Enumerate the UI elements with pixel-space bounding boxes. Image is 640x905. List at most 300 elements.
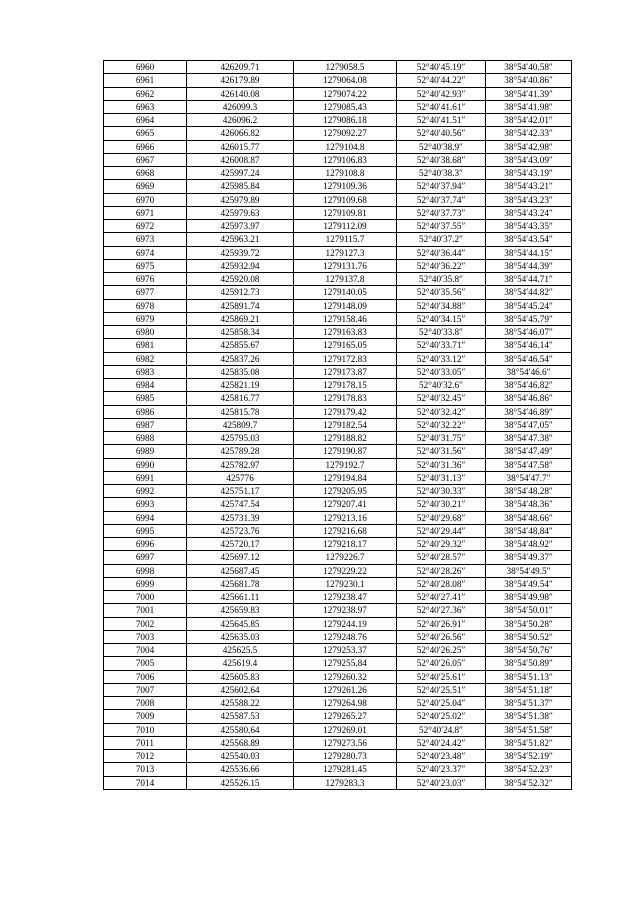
x-coordinate-cell: 425912.73 [187, 286, 294, 299]
longitude-cell: 38°54′48.92″ [486, 538, 572, 551]
latitude-cell: 52°40′36.44″ [397, 246, 486, 259]
latitude-cell: 52°40′26.56″ [397, 630, 486, 643]
latitude-cell: 52°40′27.41″ [397, 591, 486, 604]
longitude-cell: 38°54′42.01″ [486, 114, 572, 127]
y-coordinate-cell: 1279190.87 [294, 445, 397, 458]
latitude-cell: 52°40′24.8″ [397, 723, 486, 736]
y-coordinate-cell: 1279058.5 [294, 61, 397, 74]
table-row [104, 259, 572, 272]
point-number-cell: 7013 [104, 763, 187, 776]
latitude-cell: 52°40′38.9″ [397, 140, 486, 153]
longitude-cell: 38°54′52.19″ [486, 750, 572, 763]
point-number-cell: 6986 [104, 405, 187, 418]
x-coordinate-cell: 425920.08 [187, 273, 294, 286]
point-number-cell: 7008 [104, 697, 187, 710]
y-coordinate-cell: 1279158.46 [294, 312, 397, 325]
table-row [104, 471, 572, 484]
y-coordinate-cell: 1279216.68 [294, 524, 397, 537]
x-coordinate-cell: 426008.87 [187, 153, 294, 166]
point-number-cell: 6979 [104, 312, 187, 325]
table-row [104, 339, 572, 352]
longitude-cell: 38°54′47.58″ [486, 458, 572, 471]
x-coordinate-cell: 425809.7 [187, 418, 294, 431]
longitude-cell: 38°54′49.5″ [486, 564, 572, 577]
longitude-cell: 38°54′43.54″ [486, 233, 572, 246]
point-number-cell: 6993 [104, 498, 187, 511]
table-row [104, 445, 572, 458]
y-coordinate-cell: 1279112.09 [294, 220, 397, 233]
x-coordinate-cell: 425932.94 [187, 259, 294, 272]
y-coordinate-cell: 1279260.32 [294, 670, 397, 683]
point-number-cell: 6980 [104, 326, 187, 339]
table-row [104, 458, 572, 471]
y-coordinate-cell: 1279188.82 [294, 432, 397, 445]
latitude-cell: 52°40′30.33″ [397, 485, 486, 498]
table-row [104, 153, 572, 166]
table-row [104, 723, 572, 736]
longitude-cell: 38°54′47.38″ [486, 432, 572, 445]
table-row [104, 87, 572, 100]
longitude-cell: 38°54′44.71″ [486, 273, 572, 286]
y-coordinate-cell: 1279253.37 [294, 644, 397, 657]
table-row [104, 657, 572, 670]
table-row [104, 246, 572, 259]
x-coordinate-cell: 426209.71 [187, 61, 294, 74]
point-number-cell: 7006 [104, 670, 187, 683]
point-number-cell: 6989 [104, 445, 187, 458]
x-coordinate-cell: 425697.12 [187, 551, 294, 564]
point-number-cell: 7012 [104, 750, 187, 763]
y-coordinate-cell: 1279192.7 [294, 458, 397, 471]
point-number-cell: 7009 [104, 710, 187, 723]
longitude-cell: 38°54′51.37″ [486, 697, 572, 710]
x-coordinate-cell: 425723.76 [187, 524, 294, 537]
table-row [104, 220, 572, 233]
x-coordinate-cell: 425855.67 [187, 339, 294, 352]
x-coordinate-cell: 425720.17 [187, 538, 294, 551]
point-number-cell: 6995 [104, 524, 187, 537]
latitude-cell: 52°40′37.94″ [397, 180, 486, 193]
longitude-cell: 38°54′45.24″ [486, 299, 572, 312]
latitude-cell: 52°40′41.51″ [397, 114, 486, 127]
latitude-cell: 52°40′33.12″ [397, 352, 486, 365]
longitude-cell: 38°54′47.7″ [486, 471, 572, 484]
point-number-cell: 6977 [104, 286, 187, 299]
table-row [104, 763, 572, 776]
x-coordinate-cell: 425681.78 [187, 577, 294, 590]
table-row [104, 630, 572, 643]
point-number-cell: 7003 [104, 630, 187, 643]
table-row [104, 286, 572, 299]
table-row [104, 180, 572, 193]
point-number-cell: 6966 [104, 140, 187, 153]
longitude-cell: 38°54′40.86″ [486, 74, 572, 87]
table-row [104, 776, 572, 789]
longitude-cell: 38°54′49.54″ [486, 577, 572, 590]
point-number-cell: 6992 [104, 485, 187, 498]
x-coordinate-cell: 425619.4 [187, 657, 294, 670]
x-coordinate-cell: 425659.83 [187, 604, 294, 617]
latitude-cell: 52°40′29.68″ [397, 511, 486, 524]
latitude-cell: 52°40′44.22″ [397, 74, 486, 87]
point-number-cell: 6996 [104, 538, 187, 551]
table-row [104, 405, 572, 418]
y-coordinate-cell: 1279172.83 [294, 352, 397, 365]
longitude-cell: 38°54′45.79″ [486, 312, 572, 325]
point-number-cell: 7000 [104, 591, 187, 604]
latitude-cell: 52°40′32.42″ [397, 405, 486, 418]
y-coordinate-cell: 1279165.05 [294, 339, 397, 352]
latitude-cell: 52°40′36.22″ [397, 259, 486, 272]
longitude-cell: 38°54′44.82″ [486, 286, 572, 299]
x-coordinate-cell: 425979.89 [187, 193, 294, 206]
table-row [104, 485, 572, 498]
x-coordinate-cell: 425588.22 [187, 697, 294, 710]
longitude-cell: 38°54′46.54″ [486, 352, 572, 365]
y-coordinate-cell: 1279218.17 [294, 538, 397, 551]
y-coordinate-cell: 1279255.84 [294, 657, 397, 670]
point-number-cell: 6975 [104, 259, 187, 272]
x-coordinate-cell: 425816.77 [187, 392, 294, 405]
longitude-cell: 38°54′41.98″ [486, 100, 572, 113]
latitude-cell: 52°40′38.3″ [397, 167, 486, 180]
point-number-cell: 6971 [104, 206, 187, 219]
y-coordinate-cell: 1279109.81 [294, 206, 397, 219]
x-coordinate-cell: 425997.24 [187, 167, 294, 180]
latitude-cell: 52°40′33.71″ [397, 339, 486, 352]
y-coordinate-cell: 1279244.19 [294, 617, 397, 630]
latitude-cell: 52°40′45.19″ [397, 61, 486, 74]
point-number-cell: 6964 [104, 114, 187, 127]
point-number-cell: 6969 [104, 180, 187, 193]
point-number-cell: 6974 [104, 246, 187, 259]
latitude-cell: 52°40′29.44″ [397, 524, 486, 537]
table-row [104, 365, 572, 378]
longitude-cell: 38°54′51.82″ [486, 736, 572, 749]
point-number-cell: 6983 [104, 365, 187, 378]
latitude-cell: 52°40′32.45″ [397, 392, 486, 405]
longitude-cell: 38°54′46.82″ [486, 379, 572, 392]
x-coordinate-cell: 425536.66 [187, 763, 294, 776]
coordinates-table-body [104, 61, 572, 790]
longitude-cell: 38°54′43.24″ [486, 206, 572, 219]
y-coordinate-cell: 1279205.95 [294, 485, 397, 498]
y-coordinate-cell: 1279074.22 [294, 87, 397, 100]
longitude-cell: 38°54′47.49″ [486, 445, 572, 458]
point-number-cell: 6960 [104, 61, 187, 74]
latitude-cell: 52°40′35.8″ [397, 273, 486, 286]
table-row [104, 750, 572, 763]
table-row [104, 591, 572, 604]
x-coordinate-cell: 426140.08 [187, 87, 294, 100]
y-coordinate-cell: 1279115.7 [294, 233, 397, 246]
longitude-cell: 38°54′50.52″ [486, 630, 572, 643]
point-number-cell: 7010 [104, 723, 187, 736]
latitude-cell: 52°40′32.6″ [397, 379, 486, 392]
table-row [104, 418, 572, 431]
longitude-cell: 38°54′51.18″ [486, 683, 572, 696]
longitude-cell: 38°54′42.33″ [486, 127, 572, 140]
latitude-cell: 52°40′28.26″ [397, 564, 486, 577]
table-row [104, 392, 572, 405]
longitude-cell: 38°54′43.23″ [486, 193, 572, 206]
latitude-cell: 52°40′33.05″ [397, 365, 486, 378]
table-row [104, 697, 572, 710]
x-coordinate-cell: 425782.97 [187, 458, 294, 471]
y-coordinate-cell: 1279273.56 [294, 736, 397, 749]
y-coordinate-cell: 1279085.43 [294, 100, 397, 113]
y-coordinate-cell: 1279238.47 [294, 591, 397, 604]
table-row [104, 511, 572, 524]
longitude-cell: 38°54′42.98″ [486, 140, 572, 153]
y-coordinate-cell: 1279261.26 [294, 683, 397, 696]
x-coordinate-cell: 425602.64 [187, 683, 294, 696]
point-number-cell: 6987 [104, 418, 187, 431]
x-coordinate-cell: 425731.39 [187, 511, 294, 524]
y-coordinate-cell: 1279086.18 [294, 114, 397, 127]
y-coordinate-cell: 1279229.22 [294, 564, 397, 577]
latitude-cell: 52°40′26.25″ [397, 644, 486, 657]
longitude-cell: 38°54′43.35″ [486, 220, 572, 233]
y-coordinate-cell: 1279269.01 [294, 723, 397, 736]
latitude-cell: 52°40′26.05″ [397, 657, 486, 670]
y-coordinate-cell: 1279109.36 [294, 180, 397, 193]
longitude-cell: 38°54′50.28″ [486, 617, 572, 630]
point-number-cell: 6961 [104, 74, 187, 87]
x-coordinate-cell: 425540.03 [187, 750, 294, 763]
y-coordinate-cell: 1279226.7 [294, 551, 397, 564]
longitude-cell: 38°54′40.58″ [486, 61, 572, 74]
longitude-cell: 38°54′49.98″ [486, 591, 572, 604]
latitude-cell: 52°40′34.88″ [397, 299, 486, 312]
table-row [104, 538, 572, 551]
y-coordinate-cell: 1279213.16 [294, 511, 397, 524]
x-coordinate-cell: 425580.64 [187, 723, 294, 736]
longitude-cell: 38°54′46.89″ [486, 405, 572, 418]
latitude-cell: 52°40′23.48″ [397, 750, 486, 763]
table-row [104, 604, 572, 617]
latitude-cell: 52°40′31.36″ [397, 458, 486, 471]
longitude-cell: 38°54′41.39″ [486, 87, 572, 100]
x-coordinate-cell: 426015.77 [187, 140, 294, 153]
latitude-cell: 52°40′30.21″ [397, 498, 486, 511]
table-row [104, 114, 572, 127]
latitude-cell: 52°40′42.93″ [397, 87, 486, 100]
y-coordinate-cell: 1279265.27 [294, 710, 397, 723]
longitude-cell: 38°54′43.09″ [486, 153, 572, 166]
longitude-cell: 38°54′51.13″ [486, 670, 572, 683]
x-coordinate-cell: 426099.3 [187, 100, 294, 113]
y-coordinate-cell: 1279207.41 [294, 498, 397, 511]
x-coordinate-cell: 425858.34 [187, 326, 294, 339]
point-number-cell: 6978 [104, 299, 187, 312]
y-coordinate-cell: 1279106.83 [294, 153, 397, 166]
x-coordinate-cell: 425687.45 [187, 564, 294, 577]
latitude-cell: 52°40′32.22″ [397, 418, 486, 431]
point-number-cell: 7011 [104, 736, 187, 749]
y-coordinate-cell: 1279092.27 [294, 127, 397, 140]
point-number-cell: 7007 [104, 683, 187, 696]
longitude-cell: 38°54′48.84″ [486, 524, 572, 537]
x-coordinate-cell: 425795.03 [187, 432, 294, 445]
y-coordinate-cell: 1279140.05 [294, 286, 397, 299]
point-number-cell: 6968 [104, 167, 187, 180]
table-row [104, 524, 572, 537]
longitude-cell: 38°54′50.89″ [486, 657, 572, 670]
point-number-cell: 6991 [104, 471, 187, 484]
table-row [104, 644, 572, 657]
y-coordinate-cell: 1279230.1 [294, 577, 397, 590]
latitude-cell: 52°40′25.61″ [397, 670, 486, 683]
table-row [104, 127, 572, 140]
latitude-cell: 52°40′31.13″ [397, 471, 486, 484]
x-coordinate-cell: 425605.83 [187, 670, 294, 683]
table-row [104, 312, 572, 325]
x-coordinate-cell: 425821.19 [187, 379, 294, 392]
table-row [104, 683, 572, 696]
x-coordinate-cell: 425985.84 [187, 180, 294, 193]
x-coordinate-cell: 425751.17 [187, 485, 294, 498]
latitude-cell: 52°40′26.91″ [397, 617, 486, 630]
table-row [104, 432, 572, 445]
table-row [104, 617, 572, 630]
point-number-cell: 6990 [104, 458, 187, 471]
x-coordinate-cell: 425891.74 [187, 299, 294, 312]
point-number-cell: 6962 [104, 87, 187, 100]
coordinates-table [103, 60, 572, 790]
y-coordinate-cell: 1279109.68 [294, 193, 397, 206]
y-coordinate-cell: 1279178.15 [294, 379, 397, 392]
x-coordinate-cell: 425789.28 [187, 445, 294, 458]
longitude-cell: 38°54′46.07″ [486, 326, 572, 339]
point-number-cell: 6999 [104, 577, 187, 590]
point-number-cell: 6965 [104, 127, 187, 140]
point-number-cell: 6981 [104, 339, 187, 352]
y-coordinate-cell: 1279148.09 [294, 299, 397, 312]
y-coordinate-cell: 1279131.76 [294, 259, 397, 272]
x-coordinate-cell: 425526.15 [187, 776, 294, 789]
y-coordinate-cell: 1279104.8 [294, 140, 397, 153]
x-coordinate-cell: 425625.5 [187, 644, 294, 657]
table-row [104, 670, 572, 683]
x-coordinate-cell: 425587.53 [187, 710, 294, 723]
table-row [104, 498, 572, 511]
y-coordinate-cell: 1279178.83 [294, 392, 397, 405]
y-coordinate-cell: 1279182.54 [294, 418, 397, 431]
x-coordinate-cell: 425869.21 [187, 312, 294, 325]
latitude-cell: 52°40′37.2″ [397, 233, 486, 246]
table-row [104, 736, 572, 749]
latitude-cell: 52°40′25.04″ [397, 697, 486, 710]
longitude-cell: 38°54′48.66″ [486, 511, 572, 524]
table-row [104, 710, 572, 723]
x-coordinate-cell: 425837.26 [187, 352, 294, 365]
y-coordinate-cell: 1279179.42 [294, 405, 397, 418]
latitude-cell: 52°40′28.08″ [397, 577, 486, 590]
point-number-cell: 6972 [104, 220, 187, 233]
latitude-cell: 52°40′35.56″ [397, 286, 486, 299]
longitude-cell: 38°54′50.01″ [486, 604, 572, 617]
latitude-cell: 52°40′28.57″ [397, 551, 486, 564]
y-coordinate-cell: 1279248.76 [294, 630, 397, 643]
point-number-cell: 7014 [104, 776, 187, 789]
longitude-cell: 38°54′50.76″ [486, 644, 572, 657]
point-number-cell: 6997 [104, 551, 187, 564]
table-row [104, 379, 572, 392]
latitude-cell: 52°40′27.36″ [397, 604, 486, 617]
latitude-cell: 52°40′37.73″ [397, 206, 486, 219]
point-number-cell: 6963 [104, 100, 187, 113]
table-row [104, 273, 572, 286]
latitude-cell: 52°40′41.61″ [397, 100, 486, 113]
point-number-cell: 6988 [104, 432, 187, 445]
x-coordinate-cell: 425835.08 [187, 365, 294, 378]
latitude-cell: 52°40′31.56″ [397, 445, 486, 458]
x-coordinate-cell: 425776 [187, 471, 294, 484]
x-coordinate-cell: 425568.89 [187, 736, 294, 749]
x-coordinate-cell: 425963.21 [187, 233, 294, 246]
latitude-cell: 52°40′25.51″ [397, 683, 486, 696]
y-coordinate-cell: 1279064.08 [294, 74, 397, 87]
y-coordinate-cell: 1279264.98 [294, 697, 397, 710]
table-row [104, 61, 572, 74]
latitude-cell: 52°40′34.15″ [397, 312, 486, 325]
x-coordinate-cell: 425661.11 [187, 591, 294, 604]
table-row [104, 326, 572, 339]
y-coordinate-cell: 1279281.45 [294, 763, 397, 776]
point-number-cell: 6984 [104, 379, 187, 392]
longitude-cell: 38°54′48.36″ [486, 498, 572, 511]
table-row [104, 564, 572, 577]
y-coordinate-cell: 1279127.3 [294, 246, 397, 259]
y-coordinate-cell: 1279108.8 [294, 167, 397, 180]
longitude-cell: 38°54′46.86″ [486, 392, 572, 405]
longitude-cell: 38°54′43.21″ [486, 180, 572, 193]
latitude-cell: 52°40′37.55″ [397, 220, 486, 233]
point-number-cell: 7004 [104, 644, 187, 657]
point-number-cell: 6970 [104, 193, 187, 206]
table-row [104, 206, 572, 219]
longitude-cell: 38°54′44.15″ [486, 246, 572, 259]
point-number-cell: 6985 [104, 392, 187, 405]
x-coordinate-cell: 425815.78 [187, 405, 294, 418]
longitude-cell: 38°54′49.37″ [486, 551, 572, 564]
point-number-cell: 6973 [104, 233, 187, 246]
longitude-cell: 38°54′46.14″ [486, 339, 572, 352]
point-number-cell: 6994 [104, 511, 187, 524]
table-row [104, 74, 572, 87]
latitude-cell: 52°40′38.68″ [397, 153, 486, 166]
table-row [104, 551, 572, 564]
point-number-cell: 7001 [104, 604, 187, 617]
point-number-cell: 6998 [104, 564, 187, 577]
latitude-cell: 52°40′37.74″ [397, 193, 486, 206]
point-number-cell: 6982 [104, 352, 187, 365]
latitude-cell: 52°40′24.42″ [397, 736, 486, 749]
latitude-cell: 52°40′29.32″ [397, 538, 486, 551]
table-row [104, 167, 572, 180]
table-row [104, 140, 572, 153]
point-number-cell: 6976 [104, 273, 187, 286]
table-row [104, 299, 572, 312]
longitude-cell: 38°54′43.19″ [486, 167, 572, 180]
table-row [104, 193, 572, 206]
x-coordinate-cell: 425747.54 [187, 498, 294, 511]
longitude-cell: 38°54′46.6″ [486, 365, 572, 378]
longitude-cell: 38°54′48.28″ [486, 485, 572, 498]
longitude-cell: 38°54′52.32″ [486, 776, 572, 789]
longitude-cell: 38°54′47.05″ [486, 418, 572, 431]
